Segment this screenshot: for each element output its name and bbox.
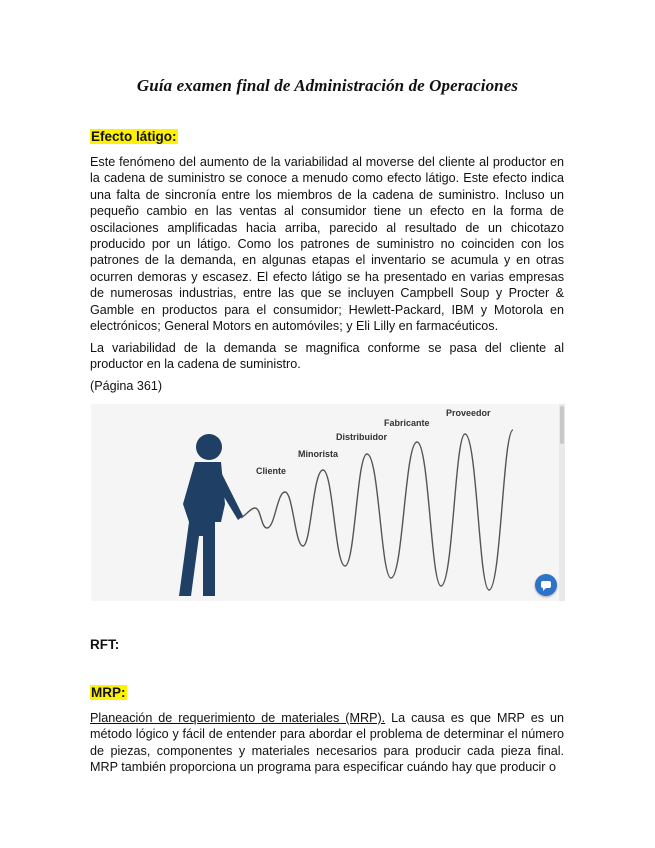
figure-label-distribuidor: Distribuidor <box>336 432 387 442</box>
mrp-text: La causa es que MRP es un método lógico y fácil de entender para abordar el problema de determinar el número de piezas, componentes y materiales necesarios para producir cada pieza final. MRP también proporciona un programa para especificar cuándo hay que producir o <box>90 711 564 775</box>
mrp-heading: MRP: <box>91 685 126 700</box>
efecto-latigo-paragraph: Este fenómeno del aumento de la variabilidad al moverse del cliente al productor en la cadena de suministro se conoce a menudo como efecto látigo. Este efecto indica una falta de sincronía entre los miembros de la cadena de suministro. Incluso un pequeño cambio en las ventas al consumidor tiene un efecto en la forma de oscilaciones amplificadas hacia arriba, parecido al resultado de un chicotazo producido por un látigo. Como los patrones de suministro no coinciden con los patrones de la demanda, en algunas etapas el inventario se acumula y en otras ocurren demoras y escasez. El efecto látigo se ha presentado en varias empresas de numerosas industrias, entre las que se incluyen Campbell Soup y Procter & Gamble en productos para el consumidor; Hewlett-Packard, IBM y Motorola en electrónicos; General Motors en automóviles; y Eli Lilly en farmacéuticos. <box>90 155 564 334</box>
mrp-term: Planeación de requerimiento de materiales (MRP). <box>90 711 386 725</box>
figure-scrollbar-thumb[interactable] <box>560 406 564 444</box>
rft-heading: RFT: <box>90 637 120 652</box>
figure-label-cliente: Cliente <box>256 466 287 476</box>
section-heading-mrp <box>90 684 127 702</box>
mrp-paragraph <box>90 710 564 776</box>
document-title: Guía examen final de Administración de Operaciones <box>136 76 519 95</box>
figure-label-minorista: Minorista <box>298 449 339 459</box>
bullwhip-illustration <box>91 404 565 601</box>
page-reference: (Página 361) <box>90 379 163 393</box>
efecto-latigo-heading: Efecto látigo: <box>91 129 177 144</box>
variability-paragraph: La variabilidad de la demanda se magnifica conforme se pasa del cliente al productor en la cadena de suministro. <box>90 341 564 372</box>
figure-label-fabricante: Fabricante <box>384 418 430 428</box>
figure-scrollbar[interactable] <box>559 404 565 601</box>
person-icon <box>179 434 243 596</box>
bullwhip-figure <box>91 404 565 601</box>
chat-bubble-icon[interactable] <box>535 574 557 596</box>
figure-label-proveedor: Proveedor <box>446 408 491 418</box>
bullwhip-wave <box>241 430 513 590</box>
section-heading-efecto-latigo <box>90 128 178 146</box>
